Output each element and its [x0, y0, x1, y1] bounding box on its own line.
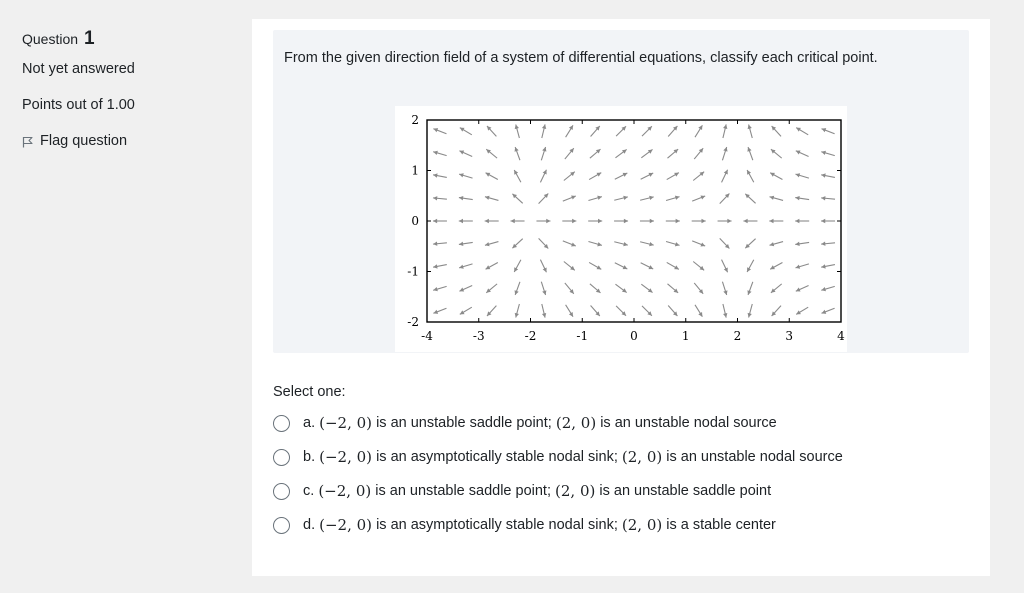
- field-arrow: [486, 284, 497, 293]
- field-arrow: [589, 262, 601, 269]
- radio-d[interactable]: [273, 517, 290, 534]
- field-arrow: [796, 307, 808, 314]
- field-arrow: [564, 172, 575, 181]
- answer-d-text-2: is a stable center: [666, 517, 776, 533]
- field-arrow: [614, 242, 628, 246]
- answer-c-point-2: (2, 0): [555, 482, 596, 500]
- field-arrow: [485, 219, 499, 223]
- answer-c-letter: c.: [303, 483, 315, 499]
- x-tick-label: 3: [785, 329, 794, 343]
- field-arrow: [770, 242, 784, 247]
- answer-a-text-2: is an unstable nodal source: [600, 415, 777, 431]
- field-arrow: [540, 170, 546, 183]
- field-arrow: [821, 196, 835, 200]
- field-arrow: [588, 219, 602, 223]
- field-arrow: [748, 304, 753, 318]
- field-arrow: [589, 173, 601, 180]
- radio-a[interactable]: [273, 415, 290, 432]
- field-arrow: [486, 149, 497, 158]
- field-arrow: [566, 125, 573, 137]
- field-arrow: [542, 124, 546, 138]
- field-arrow: [693, 262, 704, 271]
- field-arrow: [821, 151, 834, 156]
- field-arrow: [615, 149, 626, 157]
- field-arrow: [692, 241, 705, 247]
- field-arrow: [433, 219, 447, 223]
- field-arrow: [770, 263, 782, 270]
- field-arrow: [695, 305, 702, 317]
- answer-a-letter: a.: [303, 415, 316, 431]
- direction-field-svg: [395, 106, 847, 352]
- field-arrow: [641, 284, 652, 292]
- field-arrow: [433, 173, 447, 177]
- field-arrow: [720, 238, 730, 248]
- x-tick-label: 1: [681, 329, 690, 343]
- field-arrow: [460, 307, 472, 314]
- field-arrow: [541, 147, 546, 160]
- field-arrow: [795, 264, 808, 269]
- question-number: [22, 28, 242, 50]
- question-text: From the given direction field of a system of differential equations, classify each critical point.: [284, 50, 878, 66]
- field-arrow: [515, 147, 520, 160]
- field-arrow: [565, 148, 574, 159]
- field-arrow: [566, 305, 573, 317]
- field-arrow: [515, 282, 520, 295]
- field-arrow: [433, 264, 447, 268]
- field-arrow: [769, 219, 783, 223]
- field-arrow: [796, 285, 809, 291]
- select-one-label: Select one:: [273, 384, 346, 400]
- field-arrow: [459, 196, 473, 200]
- field-arrow: [694, 148, 703, 159]
- field-arrow: [821, 219, 835, 223]
- field-arrow: [667, 173, 679, 180]
- answer-c-text-1: is an unstable saddle point;: [375, 483, 551, 499]
- x-tick-label: 2: [733, 329, 742, 343]
- answer-option-c[interactable]: [273, 482, 771, 500]
- field-arrow: [667, 149, 678, 158]
- field-arrow: [460, 128, 472, 135]
- field-arrow: [542, 304, 546, 318]
- field-arrow: [562, 219, 576, 223]
- field-arrow: [747, 282, 752, 295]
- field-arrow: [668, 306, 677, 317]
- field-arrow: [588, 196, 601, 201]
- field-arrow: [433, 196, 447, 200]
- field-arrow: [563, 241, 576, 247]
- question-text-box: [273, 30, 969, 353]
- field-arrow: [514, 260, 521, 272]
- field-arrow: [512, 239, 522, 248]
- field-arrow: [796, 151, 809, 157]
- flag-question-link[interactable]: [22, 133, 242, 149]
- field-arrow: [720, 194, 730, 204]
- y-tick-label: 1: [411, 163, 419, 178]
- field-arrow: [541, 282, 546, 295]
- field-arrow: [459, 151, 472, 157]
- field-arrow: [796, 128, 808, 135]
- field-arrow: [821, 242, 835, 246]
- field-arrow: [795, 173, 808, 178]
- field-arrow: [591, 126, 600, 137]
- field-arrow: [692, 195, 705, 201]
- field-arrow: [747, 147, 752, 160]
- field-arrow: [821, 173, 835, 177]
- field-arrow: [666, 219, 680, 223]
- field-arrow: [718, 219, 732, 223]
- y-tick-label: 0: [411, 214, 419, 228]
- field-arrow: [747, 170, 754, 182]
- field-arrow: [433, 242, 447, 246]
- answer-d-point-2: (2, 0): [621, 516, 663, 534]
- field-arrow: [694, 283, 703, 294]
- answer-b-point-2: (2, 0): [621, 448, 663, 466]
- field-arrow: [486, 173, 498, 180]
- field-arrow: [748, 124, 753, 138]
- field-arrow: [722, 260, 728, 273]
- flag-icon: [22, 136, 34, 148]
- answer-b-letter: b.: [303, 449, 316, 465]
- field-arrow: [433, 286, 446, 291]
- x-tick-label: -2: [524, 329, 537, 343]
- radio-c[interactable]: [273, 483, 290, 500]
- field-arrow: [615, 284, 626, 292]
- x-tick-label: -4: [421, 329, 433, 343]
- field-arrow: [745, 239, 755, 248]
- field-arrow: [770, 196, 784, 201]
- field-arrow: [616, 306, 626, 316]
- field-arrow: [641, 149, 652, 157]
- field-arrow: [668, 126, 677, 137]
- question-label: Question: [22, 31, 79, 47]
- field-arrow: [487, 306, 496, 316]
- field-arrow: [564, 262, 575, 271]
- question-number-value: 1: [83, 28, 95, 49]
- field-arrow: [486, 263, 498, 270]
- field-arrow: [459, 264, 472, 269]
- question-points: Points out of 1.00: [22, 97, 135, 113]
- answer-a-text-1: is an unstable saddle point;: [376, 415, 552, 431]
- y-tick-label: 2: [411, 113, 419, 127]
- field-arrow: [590, 149, 601, 158]
- field-arrow: [515, 124, 520, 138]
- field-arrow: [822, 128, 835, 134]
- field-arrow: [795, 219, 809, 223]
- field-arrow: [540, 260, 546, 273]
- field-arrow: [459, 173, 472, 178]
- field-arrow: [771, 284, 782, 293]
- answer-c-point-1: (−2, 0): [318, 482, 372, 500]
- field-arrow: [693, 172, 704, 181]
- field-arrow: [640, 196, 654, 200]
- answer-c-text-2: is an unstable saddle point: [599, 483, 772, 499]
- y-tick-label: -1: [407, 264, 419, 279]
- field-arrow: [433, 308, 446, 314]
- field-arrow: [771, 149, 782, 158]
- answer-d-text-1: is an asymptotically stable nodal sink;: [376, 517, 618, 533]
- field-arrow: [822, 308, 835, 314]
- x-tick-label: 4: [837, 329, 845, 343]
- field-arrow: [642, 306, 652, 316]
- field-arrow: [722, 282, 727, 295]
- field-arrow: [459, 285, 472, 291]
- question-info: [22, 28, 242, 149]
- field-arrow: [640, 242, 654, 246]
- field-arrow: [536, 219, 550, 223]
- direction-field-plot: [395, 106, 847, 352]
- field-arrow: [591, 306, 600, 317]
- answer-option-d[interactable]: [273, 516, 776, 534]
- field-arrow: [615, 173, 628, 179]
- field-arrow: [565, 283, 574, 294]
- field-arrow: [459, 242, 473, 246]
- field-arrow: [745, 194, 755, 203]
- field-arrow: [722, 170, 728, 183]
- field-arrow: [795, 196, 809, 200]
- answer-d-point-1: (−2, 0): [319, 516, 373, 534]
- x-tick-label: -1: [576, 329, 589, 343]
- field-arrow: [821, 286, 834, 291]
- question-status: Not yet answered: [22, 61, 135, 77]
- answer-b-point-1: (−2, 0): [319, 448, 373, 466]
- field-arrow: [514, 170, 521, 182]
- field-arrow: [563, 195, 576, 201]
- field-arrow: [667, 262, 679, 269]
- field-arrow: [770, 173, 782, 180]
- field-arrow: [642, 126, 652, 136]
- field-arrow: [590, 284, 601, 293]
- field-arrow: [667, 284, 678, 293]
- field-arrow: [723, 124, 727, 138]
- field-arrow: [511, 219, 525, 223]
- y-tick-label: -2: [407, 315, 419, 329]
- field-arrow: [695, 125, 702, 137]
- field-arrow: [640, 219, 654, 223]
- field-arrow: [772, 306, 781, 316]
- field-arrow: [615, 263, 628, 269]
- field-arrow: [614, 196, 628, 200]
- field-arrow: [539, 194, 549, 204]
- field-arrow: [487, 126, 496, 136]
- x-tick-label: 0: [630, 329, 638, 343]
- field-arrow: [722, 147, 727, 160]
- answer-b-text-2: is an unstable nodal source: [666, 449, 843, 465]
- field-arrow: [485, 196, 499, 201]
- answer-a-point-1: (−2, 0): [319, 414, 373, 432]
- flag-question-label: Flag question: [40, 133, 128, 149]
- field-arrow: [666, 242, 679, 247]
- x-tick-label: -3: [472, 329, 485, 343]
- field-arrow: [641, 173, 654, 179]
- answer-d-letter: d.: [303, 517, 316, 533]
- radio-b[interactable]: [273, 449, 290, 466]
- field-arrow: [692, 219, 706, 223]
- field-arrow: [512, 194, 522, 203]
- field-arrow: [743, 219, 757, 223]
- answer-a-point-2: (2, 0): [555, 414, 597, 432]
- field-arrow: [723, 304, 727, 318]
- field-arrow: [588, 242, 601, 247]
- field-arrow: [747, 260, 754, 272]
- answer-option-b[interactable]: [273, 448, 843, 466]
- answer-option-a[interactable]: [273, 414, 777, 432]
- field-arrow: [485, 242, 499, 247]
- field-arrow: [459, 219, 473, 223]
- field-arrow: [666, 196, 679, 201]
- field-arrow: [821, 264, 835, 268]
- field-arrow: [772, 126, 781, 136]
- field-arrow: [795, 242, 809, 246]
- field-arrow: [641, 263, 654, 269]
- field-arrow: [515, 304, 520, 318]
- field-arrow: [616, 126, 626, 136]
- field-arrow: [539, 238, 549, 248]
- answer-b-text-1: is an asymptotically stable nodal sink;: [376, 449, 618, 465]
- field-arrow: [433, 128, 446, 134]
- field-arrow: [614, 219, 628, 223]
- field-arrow: [433, 151, 446, 156]
- question-content: [252, 19, 990, 576]
